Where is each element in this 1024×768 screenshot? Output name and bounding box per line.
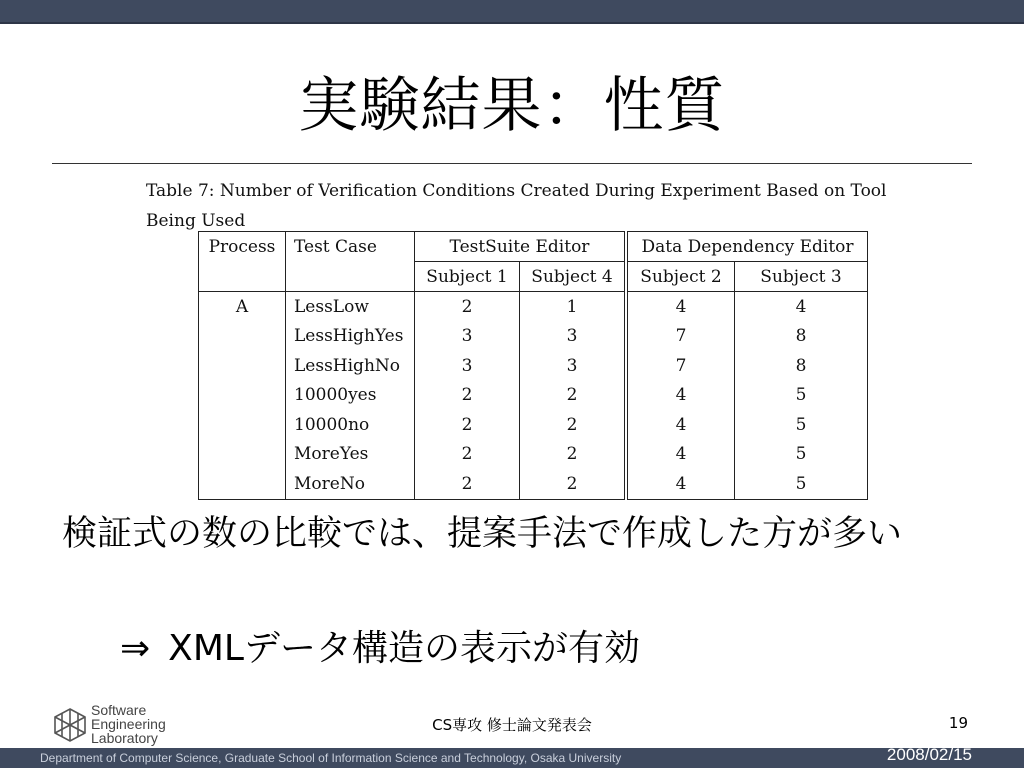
footer-event-title: CS専攻 修士論文発表会: [432, 716, 592, 734]
conclusion-line: [120, 620, 640, 671]
header-test-case: Test Case: [286, 232, 415, 262]
cell-value: 1: [520, 292, 627, 322]
table-row: [199, 322, 868, 352]
cell-value: 4: [626, 440, 735, 470]
implies-arrow: ⇒: [120, 628, 151, 669]
logo-line-2: Engineering: [91, 716, 166, 732]
cell-value: 2: [520, 410, 627, 440]
header-process-cont: [199, 262, 286, 292]
cell-value: 2: [520, 440, 627, 470]
cell-value: 2: [415, 381, 520, 411]
cell-value: 7: [626, 322, 735, 352]
cell-value: 4: [626, 469, 735, 499]
cell-value: 2: [520, 469, 627, 499]
cell-value: 4: [626, 292, 735, 322]
cell-value: 5: [735, 381, 868, 411]
cell-value: 7: [626, 351, 735, 381]
header-test-case-cont: [286, 262, 415, 292]
department-text: Department of Computer Science, Graduate School of Information Science and Technology, Osaka University: [40, 751, 622, 765]
conclusion-text: XMLデータ構造の表示が有効: [168, 628, 640, 669]
cell-value: 3: [415, 351, 520, 381]
table-row: [199, 381, 868, 411]
cell-value: 3: [415, 322, 520, 352]
header-subject-2: Subject 2: [626, 262, 735, 292]
cell-value: 3: [520, 351, 627, 381]
header-subject-3: Subject 3: [735, 262, 868, 292]
cell-value: 8: [735, 351, 868, 381]
header-testsuite-editor: TestSuite Editor: [415, 232, 627, 262]
cell-value: 5: [735, 469, 868, 499]
cell-value: 2: [415, 440, 520, 470]
cell-process: [199, 322, 286, 352]
cell-process: [199, 381, 286, 411]
cell-value: 5: [735, 410, 868, 440]
cell-test-case: MoreNo: [286, 469, 415, 499]
table-body: [199, 292, 868, 500]
logo-line-3: Laboratory: [91, 730, 158, 746]
cell-test-case: LessHighNo: [286, 351, 415, 381]
cell-test-case: 10000no: [286, 410, 415, 440]
cell-test-case: 10000yes: [286, 381, 415, 411]
verification-conditions-table: [198, 231, 868, 500]
cell-value: 2: [415, 410, 520, 440]
header-data-dependency-editor: Data Dependency Editor: [626, 232, 868, 262]
header-process: Process: [199, 232, 286, 262]
table-row: [199, 410, 868, 440]
cell-process: [199, 351, 286, 381]
cell-value: 2: [520, 381, 627, 411]
table-row: [199, 351, 868, 381]
cell-value: 5: [735, 440, 868, 470]
slide-title: 実験結果：性質: [298, 71, 726, 141]
cell-test-case: LessHighYes: [286, 322, 415, 352]
cell-process: [199, 469, 286, 499]
cell-value: 2: [415, 469, 520, 499]
logo-line-1: Software: [91, 702, 147, 718]
cell-value: 2: [415, 292, 520, 322]
cell-value: 8: [735, 322, 868, 352]
table-caption: Table 7: Number of Verification Conditions Created During Experiment Based on Tool Being Used: [146, 181, 887, 231]
header-subject-1: Subject 1: [415, 262, 520, 292]
page-number: 19: [948, 714, 968, 732]
cell-process: [199, 440, 286, 470]
header-subject-4: Subject 4: [520, 262, 627, 292]
cell-value: 4: [626, 381, 735, 411]
cell-value: 4: [626, 410, 735, 440]
body-text: 検証式の数の比較では、提案手法で作成した方が多い: [62, 514, 903, 554]
table-row: [199, 292, 868, 322]
presentation-date: 2008/02/15: [886, 745, 972, 764]
table-row: [199, 469, 868, 499]
cell-test-case: MoreYes: [286, 440, 415, 470]
cell-process: [199, 410, 286, 440]
top-header-bar: [0, 0, 1024, 24]
cell-test-case: LessLow: [286, 292, 415, 322]
table-row: [199, 440, 868, 470]
title-divider: [52, 163, 972, 164]
cell-value: 4: [735, 292, 868, 322]
cell-value: 3: [520, 322, 627, 352]
cell-process: A: [199, 292, 286, 322]
